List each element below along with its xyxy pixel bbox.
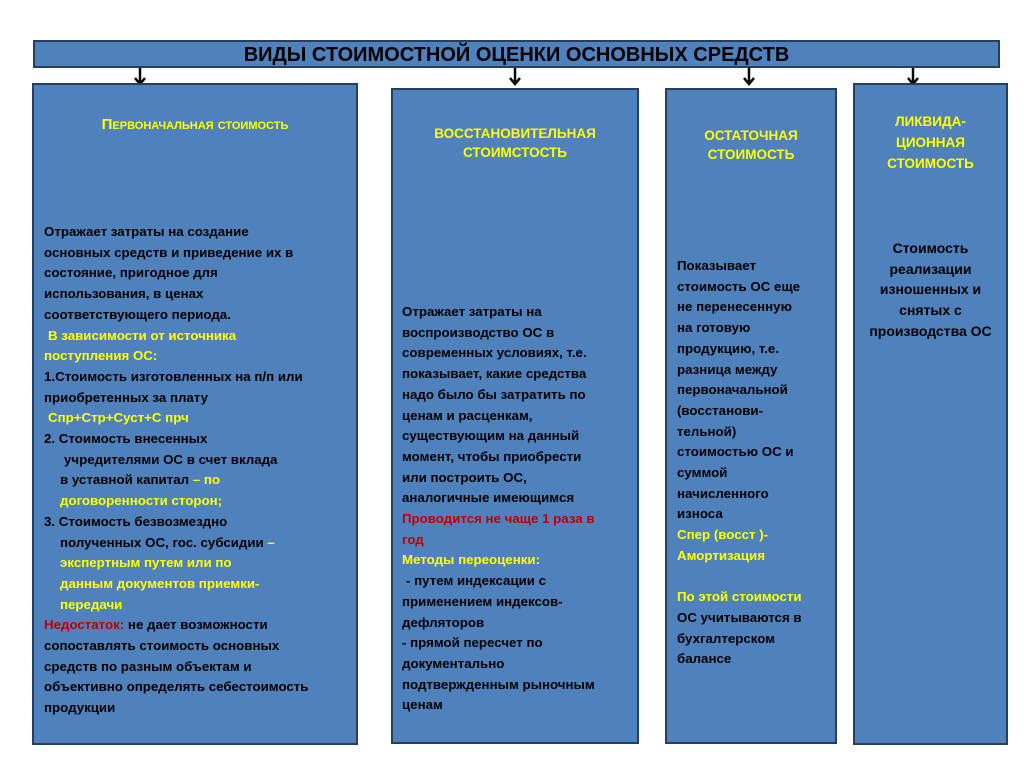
column-replacement-cost — [391, 88, 639, 744]
column-residual-cost — [665, 88, 837, 744]
column-body: Стоимость реализации изношенных и снятых с производства ОС — [869, 240, 992, 339]
arrow-down-icon — [508, 68, 522, 86]
column-body: Показывает стоимость ОС еще не перенесенную на готовую продукцию, т.е. разница между первоначальной (восстанови- тельной) стоимостью ОС и суммой начисленного износа Спер (восст )- Амортизация По этой стоимости ОС учитываются в бухгалтерском балансе — [677, 258, 802, 667]
column-body: Отражает затраты на создание основных средств и приведение их в состояние, пригодное для использования, в ценах соответствующего периода. В зависимости от источника поступления ОС: 1.Стоимость изготовленных на п/п или приобретенных за плату Спр+Стр+Суст+С прч 2. Стоимость внесенных учредителями ОС в счет вклада в уставной капитал – по договоренности сторон; 3. Стоимость безвозмездно полученных ОС, гос. субсидии – экспертным путем или по данным документов приемки- передачи Недостаток: не дает возможности сопоставлять стоимость основных средств по разным объектам и объективно определять себестоимость продукции — [44, 224, 309, 716]
column-heading: ВОССТАНОВИТЕЛЬНАЯ СТОИМСТОСТЬ — [434, 126, 596, 160]
column-liquidation-cost — [853, 83, 1008, 745]
column-heading: ЛИКВИДА- ЦИОННАЯ СТОИМОСТЬ — [887, 114, 974, 171]
column-heading: ОСТАТОЧНАЯ СТОИМОСТЬ — [704, 128, 798, 162]
column-body: Отражает затраты на воспроизводство ОС в современных условиях, т.е. показывает, какие средства надо было бы затратить по ценам и расценкам, существующим на данный момент, чтобы приобрести или построить ОС, аналогичные имеющимся Проводится не чаще 1 раза в год Методы переоценки: - путем индексации с применением индексов- дефляторов - прямой пересчет по документально подтвержденным рыночным ценам — [402, 304, 595, 713]
column-initial-cost — [32, 83, 358, 745]
column-heading: Первоначальная стоимость — [101, 116, 289, 133]
diagram-title: ВИДЫ СТОИМОСТНОЙ ОЦЕНКИ ОСНОВНЫХ СРЕДСТВ — [33, 40, 1000, 68]
arrow-down-icon — [742, 68, 756, 86]
